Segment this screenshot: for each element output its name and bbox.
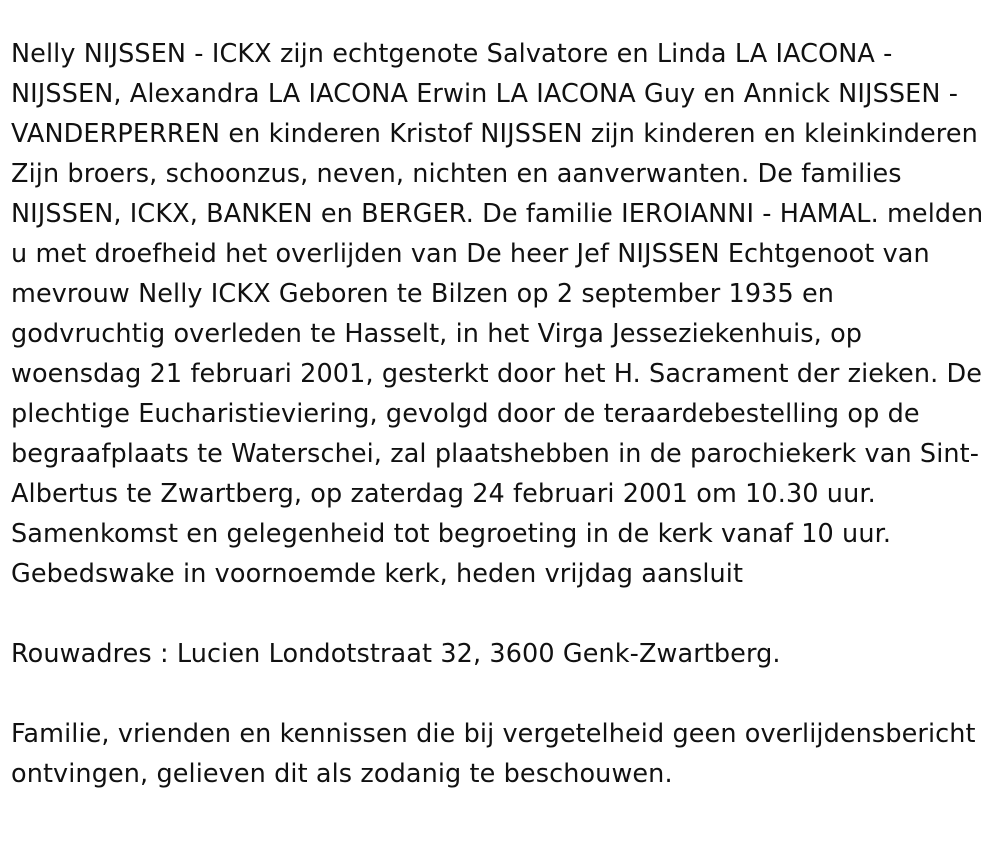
paragraph-spacer — [11, 594, 988, 634]
closing-notice-paragraph: Familie, vrienden en kennissen die bij vergetelheid geen overlijdensbericht ontvingen, gelieven dit als zodanig te beschouwen. — [11, 719, 976, 789]
mourning-address-paragraph: Rouwadres : Lucien Londotstraat 32, 3600 Genk-Zwartberg. — [11, 639, 781, 669]
paragraph-spacer — [11, 674, 988, 714]
announcement-paragraph: Nelly NIJSSEN - ICKX zijn echtgenote Salvatore en Linda LA IACONA - NIJSSEN, Alexandra LA IACONA Erwin LA IACONA Guy en Annick NIJSSEN - VANDERPERREN en kinderen Kristof NIJSSEN zijn kinderen en kleinkinderen Zijn broers, schoonzus, neven, nichten en aanverwanten. De families NIJSSEN, ICKX, BANKEN en BERGER. De familie IEROIANNI - HAMAL. melden u met droefheid het overlijden van De heer Jef NIJSSEN Echtgenoot van mevrouw Nelly ICKX Geboren te Bilzen op 2 september 1935 en godvruchtig overleden te Hasselt, in het Virga Jesseziekenhuis, op woensdag 21 februari 2001, gesterkt door het H. Sacrament der zieken. De plechtige Eucharistieviering, gevolgd door de teraardebestelling op de begraafplaats te Waterschei, zal plaatshebben in de parochiekerk van Sint-Albertus te Zwartberg, op zaterdag 24 februari 2001 om 10.30 uur. Samenkomst en gelegenheid tot begroeting in de kerk vanaf 10 uur. Gebedswake in voornoemde kerk, heden vrijdag aansluit — [11, 39, 984, 589]
